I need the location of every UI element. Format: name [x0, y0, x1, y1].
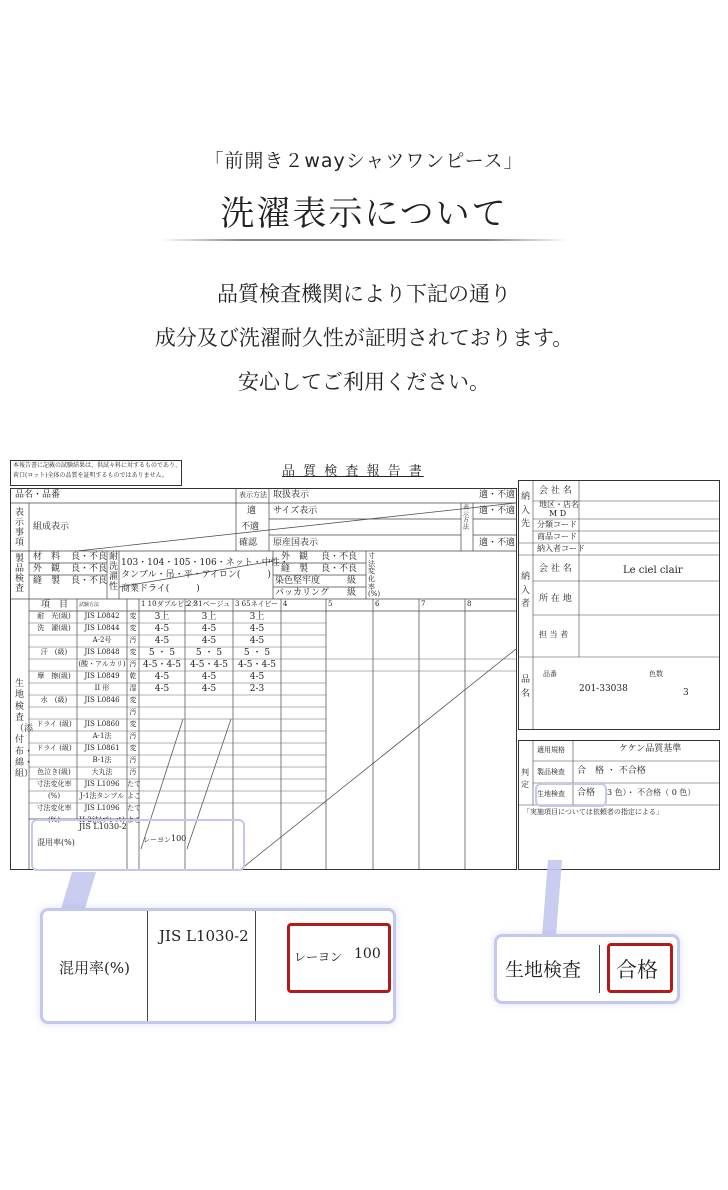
label-teki-futeki-2: 適・不適 [479, 506, 516, 516]
test-row-name: (%) [47, 816, 61, 824]
test-row-name: 汗 (級) [40, 648, 68, 656]
notice-line-1: 本報告書に記載の試験結果は、供試々料に対するものであり、 [13, 462, 182, 469]
test-row-method: JIS L0861 [84, 744, 120, 752]
test-row-name: 色泣き(級) [37, 768, 71, 776]
test-row-value-1: 4-5 [154, 624, 170, 634]
test-row-name: 水 (級) [40, 696, 68, 704]
test-row-kind: 変 [129, 696, 137, 704]
label-size: サイズ表示 [273, 506, 318, 516]
mixing-callout [40, 908, 396, 1024]
kikaku-value: ケケン品質基準 [619, 744, 682, 754]
report-title: 品 質 検 査 報 告 書 [282, 464, 424, 479]
test-row-method: JIS L1096 [84, 804, 120, 812]
label-sentaku: 耐洗濯性 [109, 552, 119, 592]
test-row-method: (酸・アルカリ) [78, 660, 126, 668]
judgement-panel [518, 740, 720, 870]
intro-line-3: 安心してご利用ください。 [238, 370, 490, 394]
label-dry: 商業ドライ( ) [121, 584, 200, 594]
col-header-4: 4 [283, 600, 288, 608]
col-header-7: 7 [421, 600, 426, 608]
test-row-value-1: 3上 [154, 612, 170, 622]
label-seihin-kensa: 製品検査 [15, 554, 25, 594]
label-hosei: 縫 製 [33, 576, 61, 586]
col-header-5: 5 [328, 600, 333, 608]
label-packing: パッカリング [275, 588, 329, 598]
test-row-method: JIS L0849 [84, 672, 120, 680]
test-row-method: 大丸法 [91, 768, 113, 776]
col-header-2: 2 31ベージュ [187, 600, 231, 608]
mixing-method: JIS L1030-2 [79, 822, 127, 831]
test-row-kind: 汚 [129, 768, 137, 776]
label-hinmei-right: 品名 [521, 675, 531, 700]
report-main-sheet [10, 488, 517, 870]
kiji-result-small: 合格 [577, 788, 596, 798]
test-row-kind: 汚 [129, 708, 137, 716]
label-tumble: タンブル・吊・平・アイロン( ) [121, 570, 271, 580]
label-futeki: 不適 [241, 522, 260, 532]
label-toriatsukai: 取扱表示 [273, 490, 310, 500]
intro-line-2: 成分及び洗濯耐久性が証明されております。 [154, 326, 574, 350]
label-kakunin: 確認 [239, 538, 258, 548]
label-seikan: 生地検査（添付布・綿・組） [15, 679, 34, 779]
kiji-highlight [535, 783, 607, 807]
test-row-name: 洗 濯(級) [37, 624, 71, 632]
test-row-method: JIS L0844 [84, 624, 120, 632]
label-hinmei: 品名・品番 [15, 490, 61, 500]
test-rows [11, 489, 516, 869]
label-methods: 103・104・105・106・ネット・中性・ [121, 558, 289, 568]
shokusu-value: 3 [683, 688, 689, 698]
test-row-kind: 変 [129, 720, 137, 728]
test-row-value-2: 5 ・ 5 [195, 648, 223, 658]
label-tekiyo-kikaku: 適用規格 [537, 746, 565, 754]
test-row-value-3: 3上 [249, 612, 265, 622]
kiji-callout-result: 合格 [616, 958, 658, 982]
test-row-method: H-2法(プレス) [79, 816, 125, 824]
mixing-callout-fiber: レーヨン [294, 950, 343, 964]
test-row-method: A-2号 [92, 636, 112, 644]
test-row-value-3: 2-3 [249, 684, 265, 694]
intro-line-1: 品質検査機関により下記の通り [217, 282, 511, 306]
seihin-result: 合 格 ・ 不合格 [577, 766, 646, 776]
test-row-kind: 湿 [129, 684, 137, 692]
test-row-value-2: 4-5 [201, 672, 217, 682]
label-ryo-furyo-3: 良・不良 [71, 576, 108, 586]
subtitle: 「前開き２wayシャツワンピース」 [204, 150, 524, 172]
label-hyoji-hoho: 表示方法 [239, 491, 267, 499]
mixing-callout-label: 混用率(%) [59, 959, 130, 977]
kiji-result-box [607, 943, 673, 993]
test-row-value-1: 4-5 [154, 684, 170, 694]
test-row-name: 耐 光(級) [37, 612, 71, 620]
mixing-value: 100 [171, 834, 187, 843]
test-row-method: A-1法 [92, 732, 112, 740]
test-row-value-3: 5 ・ 5 [243, 648, 271, 658]
test-row-value-2: 3上 [201, 612, 217, 622]
test-row-method: JIS L0848 [84, 648, 120, 656]
test-row-value-2: 4-5 [201, 636, 217, 646]
label-zairyo: 材 料 [33, 552, 61, 562]
test-row-method: B-1法 [92, 756, 112, 764]
label-nounyu: 納入先 [521, 492, 531, 529]
label-ryo-furyo-1: 良・不良 [71, 552, 108, 562]
label-nounyusha: 納入者 [521, 572, 531, 609]
test-row-kind: 乾 [129, 672, 137, 680]
test-row-kind: よこ [127, 792, 141, 800]
test-row-kind: たて [127, 804, 141, 812]
label-ryo-furyo-2: 良・不良 [71, 564, 108, 574]
label-tekiyo: 適 [247, 506, 257, 516]
test-row-value-3: 4-5 [249, 636, 265, 646]
mixing-fiber: レーヨン [143, 836, 171, 844]
label-gaikan-2: 外 観 [281, 552, 309, 562]
test-row-kind: たて [127, 780, 141, 788]
label-teki-futeki-1: 適・不適 [479, 490, 516, 500]
test-row-value-2: 4-5・4-5 [190, 660, 228, 670]
label-ryo-furyo-4: 良・不良 [321, 552, 358, 562]
label-hyoji-jiko: 表示事項 [15, 508, 25, 548]
client-panel [518, 480, 720, 730]
page-title: 洗濯表示について [220, 194, 508, 234]
test-row-kind: 変 [129, 624, 137, 632]
test-row-name: 寸法変化率 [36, 804, 72, 812]
test-row-kind: 変 [129, 612, 137, 620]
test-row-kind: 変 [129, 648, 137, 656]
test-row-kind: 汚 [129, 756, 137, 764]
label-hyoji-hoho-2: 表示方法 [463, 504, 470, 531]
label-bunrui: 分類コード [537, 520, 577, 529]
label-tanto: 担 当 者 [539, 630, 569, 639]
kiji-callout-label: 生地検査 [505, 959, 582, 981]
report-notice [10, 460, 182, 486]
label-shokusu: 色数 [649, 670, 663, 678]
test-row-method: JIS L0860 [84, 720, 120, 728]
test-row-value-2: 4-5 [201, 684, 217, 694]
label-seihin-kensa-j: 製品検査 [537, 768, 565, 776]
label-shohin: 商品コード [537, 532, 577, 541]
col-header-3: 3 65ネイビー [235, 600, 279, 608]
mixing-callout-value: 100 [354, 946, 381, 962]
label-hosei-2: 縫 製 [281, 564, 309, 574]
col-header-8: 8 [467, 600, 472, 608]
label-shiken-hoho: 試験方法 [79, 602, 100, 608]
label-teki-futeki-3: 適・不適 [479, 538, 516, 548]
test-row-name: ドライ (級) [36, 720, 72, 728]
test-row-name: ドライ (級) [36, 744, 72, 752]
label-kiji-kensa-j: 生地検査 [537, 790, 565, 798]
test-row-name: (%) [47, 792, 61, 800]
label-hinban: 品番 [543, 670, 557, 678]
test-row-name: 寸法変化率 [36, 780, 72, 788]
label-koumoku: 項 目 [41, 600, 69, 610]
mixing-callout-method: JIS L1030-2 [159, 927, 249, 945]
kiji-detail: 3 色）・ 不合格（ 0 色） [607, 788, 696, 797]
company-name: Le ciel clair [623, 565, 683, 576]
test-row-name: 摩 擦(級) [37, 672, 71, 680]
label-sunpo: 寸法変化率(%) [368, 552, 381, 599]
label-senshoku: 染色堅牢度 [275, 576, 321, 586]
test-row-method: J-1法タンブル [79, 792, 125, 800]
title-divider [160, 239, 568, 241]
judgement-note: 「実施項目については依頼者の指定による」 [523, 808, 663, 816]
label-kaisha: 会 社 名 [539, 486, 572, 496]
label-shozai: 所 在 地 [539, 594, 572, 604]
label-kyu-2: 級 [347, 588, 357, 598]
test-row-method: JIS L0842 [84, 612, 120, 620]
notice-line-2: 荷口(ロット)全体の品質を証明するものではありません。 [13, 472, 168, 479]
label-soshiki: 組成表示 [33, 522, 70, 532]
test-row-value-2: 4-5 [201, 624, 217, 634]
col-header-6: 6 [375, 600, 380, 608]
label-nounyu-code: 納入者コード [537, 544, 585, 553]
label-kyu-1: 級 [347, 576, 357, 586]
label-ryo-furyo-5: 良・不良 [321, 564, 358, 574]
test-row-value-1: 4-5・4-5 [143, 660, 181, 670]
label-gaikan: 外 観 [33, 564, 61, 574]
test-row-value-1: 4-5 [154, 672, 170, 682]
test-row-kind: 変 [129, 744, 137, 752]
col-header-1: 1 10ダブルピンク [141, 600, 199, 608]
test-row-kind: 汚 [129, 660, 137, 668]
label-hantei: 判定 [521, 768, 529, 789]
hinban-value: 201-33038 [579, 684, 628, 694]
test-row-value-3: 4-5 [249, 624, 265, 634]
label-gensankoku: 原産国表示 [273, 538, 319, 548]
label-shiten: 地区・店名 [539, 500, 579, 509]
test-row-kind: 汚 [129, 732, 137, 740]
inspection-report [10, 460, 718, 870]
test-row-kind: 汚 [129, 636, 137, 644]
test-row-method: II 形 [94, 684, 110, 692]
label-md: M D [549, 509, 567, 518]
test-row-value-3: 4-5・4-5 [238, 660, 276, 670]
test-row-method: JIS L0846 [84, 696, 120, 704]
label-mixing: 混用率(%) [37, 838, 75, 847]
test-row-value-3: 4-5 [249, 672, 265, 682]
test-row-value-1: 4-5 [154, 636, 170, 646]
test-row-kind: よこ [127, 816, 141, 824]
test-row-value-1: 5 ・ 5 [148, 648, 176, 658]
test-row-method: JIS L1096 [84, 780, 120, 788]
mixing-result-box [287, 923, 391, 993]
kiji-callout [494, 934, 680, 1004]
label-kaisha-2: 会 社 名 [539, 564, 572, 574]
